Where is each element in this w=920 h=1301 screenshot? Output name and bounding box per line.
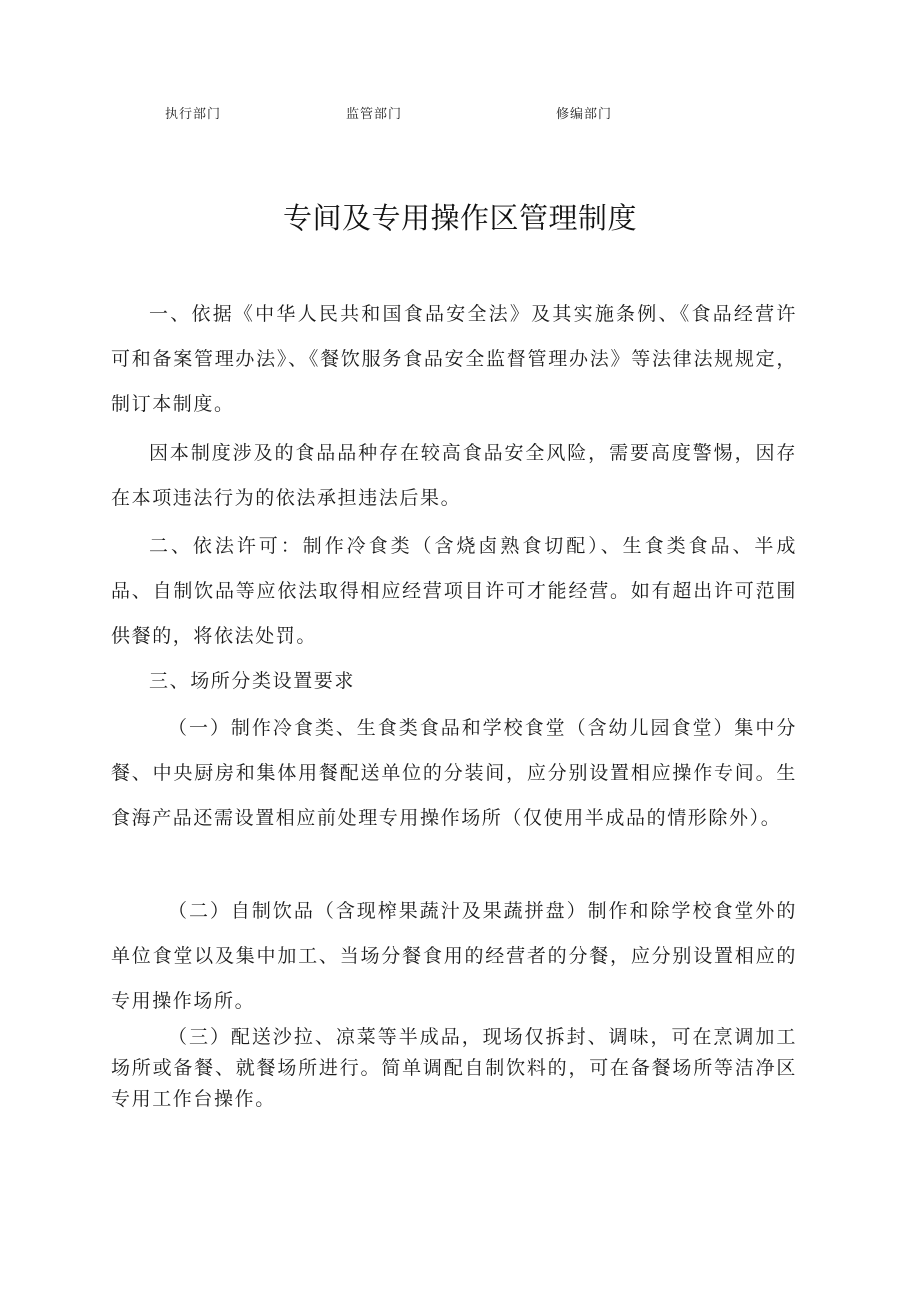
paragraph-legal-basis: 一、依据《中华人民共和国食品安全法》及其实施条例、《食品经营许可和备案管理办法》、《餐饮服务食品安全监督管理办法》等法律法规规定，制订本制度。: [111, 303, 797, 415]
paragraph-risk-warning: 因本制度涉及的食品品种存在较高食品安全风险，需要高度警惕，因存在本项违法行为的依法承担违法后果。: [111, 442, 797, 509]
paragraph-licensing: 二、依法许可：制作冷食类（含烧卤熟食切配）、生食类食品、半成品、自制饮品等应依法取得相应经营项目许可才能经营。如有超出许可范围供餐的，将依法处罚。: [111, 535, 797, 647]
paragraph-semi-finished-products: （三）配送沙拉、凉菜等半成品，现场仅拆封、调味，可在烹调加工场所或备餐、就餐场所进行。简单调配自制饮料的，可在备餐场所等洁净区专用工作台操作。: [111, 1026, 797, 1110]
revising-department-label: 修编部门: [556, 107, 613, 122]
executing-department-label: 执行部门: [165, 107, 222, 122]
document-title: 专间及专用操作区管理制度: [282, 201, 637, 235]
section-heading-site-requirements: 三、场所分类设置要求: [149, 670, 356, 692]
paragraph-self-made-drinks: （二）自制饮品（含现榨果蔬汁及果蔬拼盘）制作和除学校食堂外的单位食堂以及集中加工、当场分餐食用的经营者的分餐，应分别设置相应的专用操作场所。: [111, 900, 797, 1012]
paragraph-dedicated-rooms: （一）制作冷食类、生食类食品和学校食堂（含幼儿园食堂）集中分餐、中央厨房和集体用餐配送单位的分装间，应分别设置相应操作专间。生食海产品还需设置相应前处理专用操作场所（仅使用半成品的情形除外）。: [111, 717, 797, 829]
supervising-department-label: 监管部门: [346, 107, 403, 122]
